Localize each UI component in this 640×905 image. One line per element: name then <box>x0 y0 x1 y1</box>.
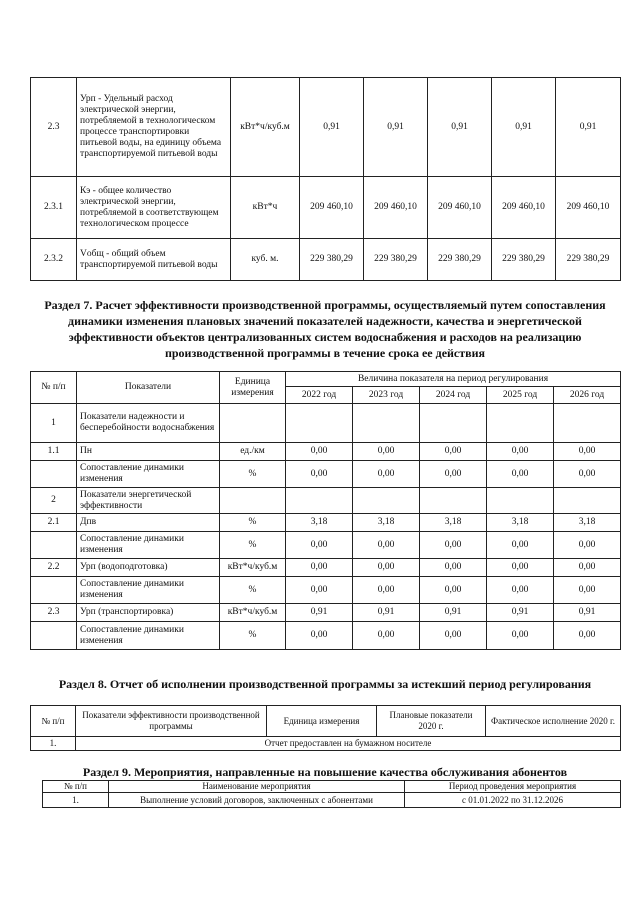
header-year: 2022 год <box>286 387 353 404</box>
indicator-name: Сопоставление динамики изменения <box>77 461 220 488</box>
indicator-name: Урп (транспортировка) <box>77 604 220 622</box>
table-row <box>31 78 621 177</box>
unit: % <box>220 514 286 532</box>
section-8-title: Раздел 8. Отчет об исполнении производственной программы за истекший период регулирования <box>58 677 592 691</box>
value-cell: 0,00 <box>420 461 487 488</box>
indicator-name: Кэ - общее количество электрической энергии, потребляемой в соответствующем технологическом процессе <box>77 177 231 239</box>
row-number: 2.2 <box>31 559 77 577</box>
measure-period: с 01.01.2022 по 31.12.2026 <box>405 793 621 808</box>
value-cell: 0,00 <box>353 443 420 461</box>
table-row <box>43 793 621 808</box>
value-cell <box>353 404 420 443</box>
table-row <box>31 443 621 461</box>
section-8-table <box>30 705 621 751</box>
value-cell: 0,00 <box>353 532 420 559</box>
value-cell: 0,91 <box>420 604 487 622</box>
value-cell: 0,00 <box>353 461 420 488</box>
value-cell: 0,00 <box>420 532 487 559</box>
value-cell: 0,00 <box>487 532 554 559</box>
table-row <box>31 488 621 514</box>
value-cell <box>487 488 554 514</box>
value-cell: 209 460,10 <box>556 177 621 239</box>
value-cell: 0,00 <box>286 577 353 604</box>
header-num: № п/п <box>31 372 77 404</box>
header-num: № п/п <box>31 706 76 737</box>
report-note: Отчет предоставлен на бумажном носителе <box>76 737 621 751</box>
header-row <box>31 706 621 737</box>
header-name: Показатели эффективности производственной программы <box>76 706 267 737</box>
value-cell: 3,18 <box>420 514 487 532</box>
table-row <box>31 559 621 577</box>
value-cell: 0,00 <box>487 559 554 577</box>
measure-name: Выполнение условий договоров, заключенных с абонентами <box>109 793 405 808</box>
indicator-name: Показатели надежности и бесперебойности водоснабжения <box>77 404 220 443</box>
unit: % <box>220 532 286 559</box>
value-cell <box>420 404 487 443</box>
row-number: 1. <box>31 737 76 751</box>
value-cell: 0,91 <box>353 604 420 622</box>
value-cell: 0,00 <box>487 577 554 604</box>
table-row <box>31 239 621 281</box>
indicator-name: Vобщ - общий объем транспортируемой питьевой воды <box>77 239 231 281</box>
value-cell: 0,00 <box>286 532 353 559</box>
value-cell: 229 380,29 <box>300 239 364 281</box>
value-cell: 209 460,10 <box>428 177 492 239</box>
value-cell: 3,18 <box>286 514 353 532</box>
value-cell: 0,00 <box>487 443 554 461</box>
value-cell: 0,00 <box>420 443 487 461</box>
value-cell: 0,00 <box>554 443 621 461</box>
indicator-name: Дпв <box>77 514 220 532</box>
row-number: 2 <box>31 488 77 514</box>
value-cell: 0,00 <box>487 622 554 650</box>
value-cell <box>353 488 420 514</box>
value-cell: 0,00 <box>420 622 487 650</box>
row-number: 1. <box>43 793 109 808</box>
row-number: 2.1 <box>31 514 77 532</box>
section-7-table <box>30 371 621 650</box>
value-cell <box>554 488 621 514</box>
value-cell: 229 380,29 <box>556 239 621 281</box>
header-year: 2026 год <box>554 387 621 404</box>
value-cell: 0,91 <box>556 78 621 177</box>
value-cell: 0,91 <box>300 78 364 177</box>
row-number: 2.3.1 <box>31 177 77 239</box>
unit: кВт*ч <box>231 177 300 239</box>
value-cell: 0,91 <box>428 78 492 177</box>
table-row <box>31 577 621 604</box>
value-cell <box>286 488 353 514</box>
header-period: Величина показателя на период регулирования <box>286 372 621 387</box>
value-cell: 0,00 <box>420 559 487 577</box>
value-cell: 209 460,10 <box>492 177 556 239</box>
value-cell <box>286 404 353 443</box>
value-cell: 229 380,29 <box>364 239 428 281</box>
value-cell: 0,00 <box>554 577 621 604</box>
header-num: № п/п <box>43 781 109 793</box>
indicator-name: Сопоставление динамики изменения <box>77 532 220 559</box>
value-cell: 0,91 <box>487 604 554 622</box>
header-name: Показатели <box>77 372 220 404</box>
unit: кВт*ч/куб.м <box>220 559 286 577</box>
header-fact: Фактическое исполнение 2020 г. <box>486 706 621 737</box>
table-row <box>31 737 621 751</box>
indicator-name: Сопоставление динамики изменения <box>77 622 220 650</box>
unit: % <box>220 577 286 604</box>
unit <box>220 404 286 443</box>
header-row <box>43 781 621 793</box>
section-9-table <box>42 780 621 808</box>
value-cell: 209 460,10 <box>364 177 428 239</box>
table-row <box>31 604 621 622</box>
value-cell: 0,00 <box>554 559 621 577</box>
indicator-name: Сопоставление динамики изменения <box>77 577 220 604</box>
value-cell: 229 380,29 <box>492 239 556 281</box>
header-plan: Плановые показатели 2020 г. <box>377 706 486 737</box>
value-cell: 0,91 <box>286 604 353 622</box>
table-row <box>31 622 621 650</box>
table-row <box>31 177 621 239</box>
row-number <box>31 622 77 650</box>
row-number: 1.1 <box>31 443 77 461</box>
value-cell: 0,91 <box>554 604 621 622</box>
value-cell: 0,00 <box>286 443 353 461</box>
section-9-title: Раздел 9. Мероприятия, направленные на повышение качества обслуживания абонентов <box>82 765 568 779</box>
indicator-table-continued <box>30 77 621 281</box>
value-cell: 0,00 <box>554 461 621 488</box>
header-name: Наименование мероприятия <box>109 781 405 793</box>
indicator-name: Пн <box>77 443 220 461</box>
row-number: 2.3 <box>31 78 77 177</box>
row-number: 1 <box>31 404 77 443</box>
value-cell <box>487 404 554 443</box>
header-year: 2024 год <box>420 387 487 404</box>
row-number <box>31 461 77 488</box>
value-cell: 3,18 <box>353 514 420 532</box>
row-number: 2.3 <box>31 604 77 622</box>
value-cell: 0,00 <box>487 461 554 488</box>
section-7-title: Раздел 7. Расчет эффективности производственной программы, осуществляемый путем сопоставления динамики изменения плановых значений показателей надежности, качества и энергетической эффективности объектов централизованных систем водоснабжения и расходов на реализацию производственной программы в течение срока ее действия <box>44 298 606 360</box>
table-row <box>31 404 621 443</box>
value-cell <box>420 488 487 514</box>
unit: кВт*ч/куб.м <box>220 604 286 622</box>
value-cell <box>554 404 621 443</box>
table-row <box>31 461 621 488</box>
unit: % <box>220 461 286 488</box>
value-cell: 0,00 <box>420 577 487 604</box>
indicator-name: Показатели энергетической эффективности <box>77 488 220 514</box>
value-cell: 0,00 <box>554 622 621 650</box>
row-number <box>31 577 77 604</box>
header-unit: Единица измерения <box>267 706 377 737</box>
unit: ед./км <box>220 443 286 461</box>
unit: куб. м. <box>231 239 300 281</box>
value-cell: 0,00 <box>554 532 621 559</box>
value-cell: 0,00 <box>286 622 353 650</box>
value-cell: 0,00 <box>286 461 353 488</box>
header-unit: Единица измерения <box>220 372 286 404</box>
indicator-name: Урп - Удельный расход электрической энергии, потребляемой в технологическом процессе транспортировки питьевой воды, на единицу объема транспортируемой питьевой воды <box>77 78 231 177</box>
value-cell: 0,00 <box>353 577 420 604</box>
unit: кВт*ч/куб.м <box>231 78 300 177</box>
value-cell: 0,00 <box>353 559 420 577</box>
table-row <box>31 514 621 532</box>
value-cell: 3,18 <box>487 514 554 532</box>
value-cell: 0,91 <box>492 78 556 177</box>
header-year: 2025 год <box>487 387 554 404</box>
unit: % <box>220 622 286 650</box>
header-year: 2023 год <box>353 387 420 404</box>
header-row <box>31 372 621 387</box>
value-cell: 0,00 <box>353 622 420 650</box>
value-cell: 209 460,10 <box>300 177 364 239</box>
table-row <box>31 532 621 559</box>
row-number: 2.3.2 <box>31 239 77 281</box>
row-number <box>31 532 77 559</box>
value-cell: 0,00 <box>286 559 353 577</box>
unit <box>220 488 286 514</box>
value-cell: 229 380,29 <box>428 239 492 281</box>
header-period: Период проведения мероприятия <box>405 781 621 793</box>
value-cell: 3,18 <box>554 514 621 532</box>
value-cell: 0,91 <box>364 78 428 177</box>
indicator-name: Урп (водоподготовка) <box>77 559 220 577</box>
